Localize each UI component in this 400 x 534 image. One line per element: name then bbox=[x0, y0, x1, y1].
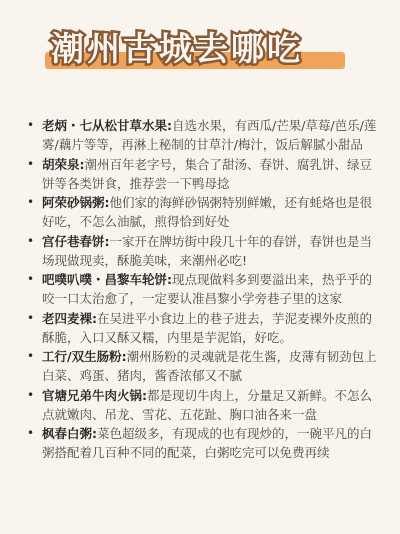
restaurant-description: 他们家的海鲜砂锅粥特别鲜嫩，还有蚝烙也是很好吃，不怎么油腻，煎得恰到好处 bbox=[42, 195, 373, 229]
restaurant-description: 潮州百年老字号，集合了甜汤、春饼、腐乳饼、绿豆饼等各类饼食，推荐尝一下鸭母捻 bbox=[42, 156, 373, 191]
bullet-icon: • bbox=[27, 156, 35, 171]
restaurant-name: 老四麦裸: bbox=[42, 310, 97, 326]
list-item bbox=[25, 155, 384, 193]
restaurant-description: 现点现做料多到要溢出来，热乎乎的咬一口太治愈了，一定要认准昌黎小学旁巷子里的这家 bbox=[42, 272, 373, 306]
list-item bbox=[25, 232, 384, 270]
restaurant-name: 阿荣砂锅粥: bbox=[42, 195, 110, 210]
restaurant-description: 潮州肠粉的灵魂就是花生酱，皮薄有韧劲包上白菜、鸡蛋、猪肉，酱香浓郁又不腻 bbox=[42, 349, 377, 383]
bullet-icon: • bbox=[27, 233, 35, 248]
bullet-icon: • bbox=[27, 195, 35, 209]
restaurant-description: 菜色超级多，有现成的也有现炒的，一碗平凡的白粥搭配着几百种不同的配菜，白粥吃完可以免费再续 bbox=[42, 426, 373, 460]
page-title: 潮州古城去哪吃 bbox=[51, 29, 303, 68]
bullet-icon: • bbox=[27, 272, 35, 286]
list-item bbox=[25, 424, 384, 462]
title-block bbox=[51, 28, 384, 70]
list-item bbox=[25, 386, 384, 424]
restaurant-name: 宫仔巷春饼: bbox=[42, 233, 110, 249]
list-item bbox=[25, 347, 384, 385]
restaurant-list bbox=[25, 116, 384, 462]
restaurant-description: 自选水果，有西瓜/芒果/草莓/芭乐/莲雾/藕片等等，再淋上秘制的甘草汁/梅汁，饭后解腻小甜品 bbox=[42, 118, 377, 152]
restaurant-name: 工行/双生肠粉: bbox=[42, 349, 127, 364]
bullet-icon: • bbox=[27, 426, 35, 440]
list-item bbox=[25, 116, 384, 154]
restaurant-description: 都是现切牛肉上，分量足又新鲜。不怎么点就嫩肉、吊龙、雪花、五花趾、胸口油各来一盘 bbox=[42, 387, 373, 422]
restaurant-description: 在吴进平小食边上的巷子进去，芋泥麦裸外皮煎的酥脆，入口又酥又糯，内里是芋泥馅，好吃。 bbox=[42, 310, 373, 345]
restaurant-description: 一家开在牌坊街中段几十年的春饼，春饼也是当场现做现卖，酥脆美味，来潮州必吃! bbox=[42, 233, 373, 268]
bullet-icon: • bbox=[27, 118, 35, 132]
bullet-icon: • bbox=[27, 310, 35, 325]
restaurant-name: 枫春白粥: bbox=[42, 426, 97, 441]
list-item bbox=[25, 193, 384, 231]
restaurant-name: 官塘兄弟牛肉火锅: bbox=[42, 387, 147, 403]
restaurant-name: 老炳・七从松甘草水果: bbox=[42, 118, 172, 133]
list-item bbox=[25, 270, 384, 308]
bullet-icon: • bbox=[27, 387, 35, 402]
list-item bbox=[25, 309, 384, 347]
bullet-icon: • bbox=[27, 349, 35, 363]
restaurant-name: 吧噗叭噗・昌黎车轮饼: bbox=[42, 272, 172, 287]
restaurant-name: 胡荣泉: bbox=[42, 156, 85, 172]
